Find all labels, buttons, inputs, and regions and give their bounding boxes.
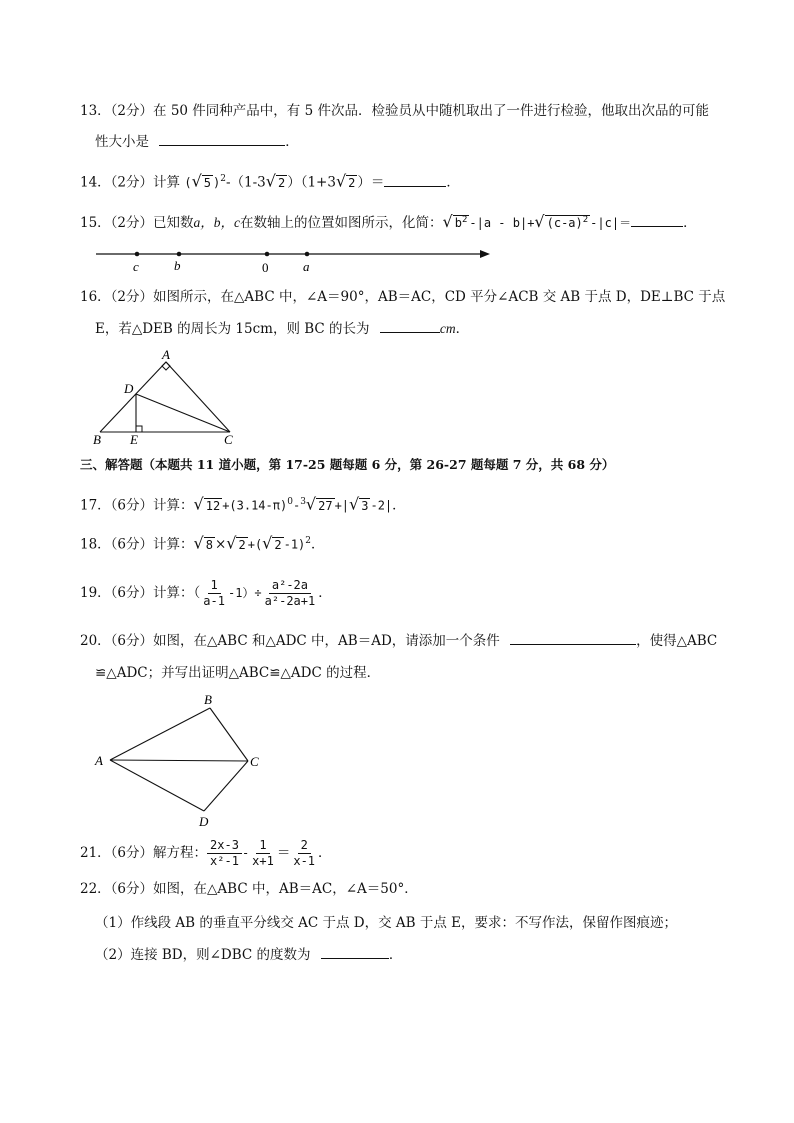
q17-part2: +(3.14-π) [222, 498, 288, 513]
q14-part4: ）＝ [357, 174, 385, 191]
q21-number: 21．（6分） [80, 845, 154, 861]
q14-sqrt2b: 2 [348, 175, 356, 190]
q13-text-1: 在 50 件同种产品中，有 5 件次品．检验员从中随机取出了一件进行检验，他取出次品的可能 [153, 103, 709, 119]
question-19 [80, 578, 332, 609]
q22-end: ． [388, 947, 403, 963]
q17-part4: -2| [370, 498, 393, 513]
question-18: 18．（6分）计算：√ 8 ×√ 2 +(√ 2 -1)$^2$． [80, 533, 325, 553]
q19-fraction-2: $\frac{\text{a²-2a}}{\text{a²-2a+1}}$ [264, 578, 316, 608]
q22-text: 如图，在△ABC 中，AB＝AC，∠A＝50°． [153, 881, 418, 897]
question-22 [80, 880, 418, 898]
quadrilateral-figure-q20 [90, 690, 270, 830]
point-b [177, 252, 182, 257]
q15-expr3: (c-a) [546, 216, 583, 230]
q15-expr2: -|a - b|+ [469, 216, 535, 230]
q13-answer-blank[interactable] [159, 133, 285, 146]
q21-fraction-2: $\frac{1}{x+1}$ [252, 838, 274, 868]
q17-sqrt3: 3 [361, 498, 369, 513]
q21-text: 解方程： [153, 845, 208, 861]
label-b: b [174, 258, 181, 273]
q17-end: ． [392, 497, 406, 514]
q15-answer-blank[interactable] [631, 214, 683, 227]
fig16-label-C: C [224, 432, 233, 446]
q15-expr1: b [454, 216, 462, 230]
question-16 [80, 288, 725, 306]
q18-sqrt2b: 2 [274, 537, 282, 552]
q16-unit: cm [439, 321, 456, 336]
q15-text: 已知数 [153, 215, 194, 231]
q21-eq: ＝ [276, 845, 291, 861]
q15-number: 15．（2分） [80, 215, 154, 231]
question-15: 15．（2分）已知数a，b，c在数轴上的位置如图所示，化简：√ $b^2$ -|a - b|+√ $(c-a)^2$ -|c|＝ ． [80, 212, 697, 231]
point-zero [265, 252, 270, 257]
q21-fraction-3: $\frac{2}{x-1}$ [293, 838, 316, 868]
q15-end: ． [683, 215, 697, 231]
q19-text: 计算：（ [153, 585, 201, 601]
q15-pow1: 2 [461, 215, 468, 225]
q21-end: ． [318, 845, 332, 861]
q15-vars: a，b，c [193, 215, 241, 230]
q18-sqrt8: 8 [205, 537, 213, 552]
q14-part2: -（1-3 [225, 174, 266, 191]
q14-number: 14．（2分） [80, 174, 154, 191]
fig16-label-D: D [124, 381, 134, 396]
q17-cbrt27: 27 [318, 498, 333, 513]
q17-cube-index: 3 [300, 497, 306, 507]
fig20-label-B: B [204, 692, 212, 707]
triangle-figure-q16 [88, 346, 248, 446]
section-3-title: 三、解答题（本题共 11 道小题，第 17-25 题每题 6 分，第 26-27 题每题 7 分，共 68 分） [80, 457, 615, 472]
q20-answer-blank[interactable] [510, 632, 636, 645]
number-line-figure [90, 244, 500, 276]
fig16-label-E: E [130, 432, 138, 446]
point-c [135, 252, 140, 257]
question-21 [80, 838, 332, 869]
q18-number: 18．（6分） [80, 536, 154, 553]
q21-minus: - [241, 846, 250, 860]
q18-plus: +( [247, 537, 263, 552]
question-16-line2 [95, 320, 469, 338]
q22-subquestion-1: （1）作线段 AB 的垂直平分线交 AC 于点 D，交 AB 于点 E，要求：不写作法，保留作图痕迹； [95, 915, 678, 931]
q18-text: 计算： [153, 536, 194, 553]
fig20-label-D: D [199, 814, 209, 829]
q20-text1b: ，使得△ABC [636, 633, 718, 649]
q17-pow0: 0 [287, 497, 293, 507]
q15-pow2: 2 [582, 215, 589, 225]
q21-fraction-1: $\frac{2x-3}{\text{x²-1}}$ [207, 838, 242, 869]
q13-number: 13．（2分） [80, 103, 154, 119]
q14-part3: ）（1+3 [287, 174, 336, 191]
q19-mid: -1）÷ [227, 586, 262, 600]
question-14: 14．（2分）计算 (√ 5 )$^2$-（1-3√ 2 ）（1+3√ 2 ）＝ ． [80, 171, 460, 191]
q16-end: ． [455, 321, 470, 337]
q22-answer-blank[interactable] [321, 946, 389, 959]
question-20-line2: ≌△ADC；并写出证明△ABC≌△ADC 的过程． [95, 665, 381, 681]
q17-sqrt12: 12 [205, 498, 221, 513]
question-13 [80, 102, 709, 120]
q16-text2: E，若△DEB 的周长为 15cm，则 BC 的长为 [95, 321, 370, 337]
q14-sqrt5: 5 [203, 175, 211, 190]
q22-sub2-text: （2）连接 BD，则∠DBC 的度数为 [95, 947, 311, 963]
q18-sqrt2: 2 [238, 537, 246, 552]
label-c: c [133, 259, 139, 274]
q16-number: 16．（2分） [80, 289, 154, 305]
q22-subquestion-2 [95, 946, 402, 964]
q19-number: 19．（6分） [80, 585, 154, 601]
q18-pow: 2 [305, 536, 312, 546]
q13-end: ． [285, 134, 299, 150]
point-a [305, 252, 310, 257]
q17-part3: +| [334, 498, 350, 513]
q16-text1: 如图所示，在△ABC 中，∠A＝90°，AB＝AC，CD 平分∠ACB 交 AB 于点 D，DE⊥BC 于点 [153, 289, 726, 305]
q14-answer-blank[interactable] [384, 174, 446, 187]
fig16-label-A: A [162, 347, 170, 362]
q19-fraction-1: $\frac{1}{a-1}$ [203, 578, 225, 608]
q17-number: 17．（6分） [80, 497, 154, 514]
q14-end: ． [446, 174, 460, 191]
fig16-label-B: B [93, 432, 101, 446]
q14-sqrt2a: 2 [277, 175, 286, 190]
fig20-label-C: C [250, 754, 259, 769]
label-zero: 0 [262, 260, 269, 275]
q14-text: 计算 [153, 174, 181, 191]
question-13-line2 [95, 133, 299, 151]
q18-end: ． [311, 536, 325, 553]
q15-expr4: -|c|＝ [590, 216, 632, 230]
label-a: a [303, 259, 310, 274]
question-17: 17．（6分）计算：√ $12 +(3.14-\pi)^0-^3√$ 27 +|√ 3 -2|． [80, 494, 406, 514]
q16-answer-blank[interactable] [380, 320, 440, 333]
q20-text1a: 如图，在△ABC 和△ADC 中，AB＝AD，请添加一个条件 [153, 633, 500, 649]
q15-text2: 在数轴上的位置如图所示，化简： [240, 215, 443, 231]
q20-number: 20．（6分） [80, 633, 154, 649]
q17-text: 计算： [153, 497, 194, 514]
q22-number: 22．（6分） [80, 881, 154, 897]
q14-pow: 2 [220, 174, 226, 184]
q18-times: × [214, 536, 227, 553]
fig20-label-A: A [95, 753, 103, 768]
question-20 [80, 632, 717, 650]
q19-end: ． [318, 585, 332, 601]
q13-text-2: 性大小是 [95, 134, 149, 150]
q18-part: -1) [283, 537, 306, 552]
